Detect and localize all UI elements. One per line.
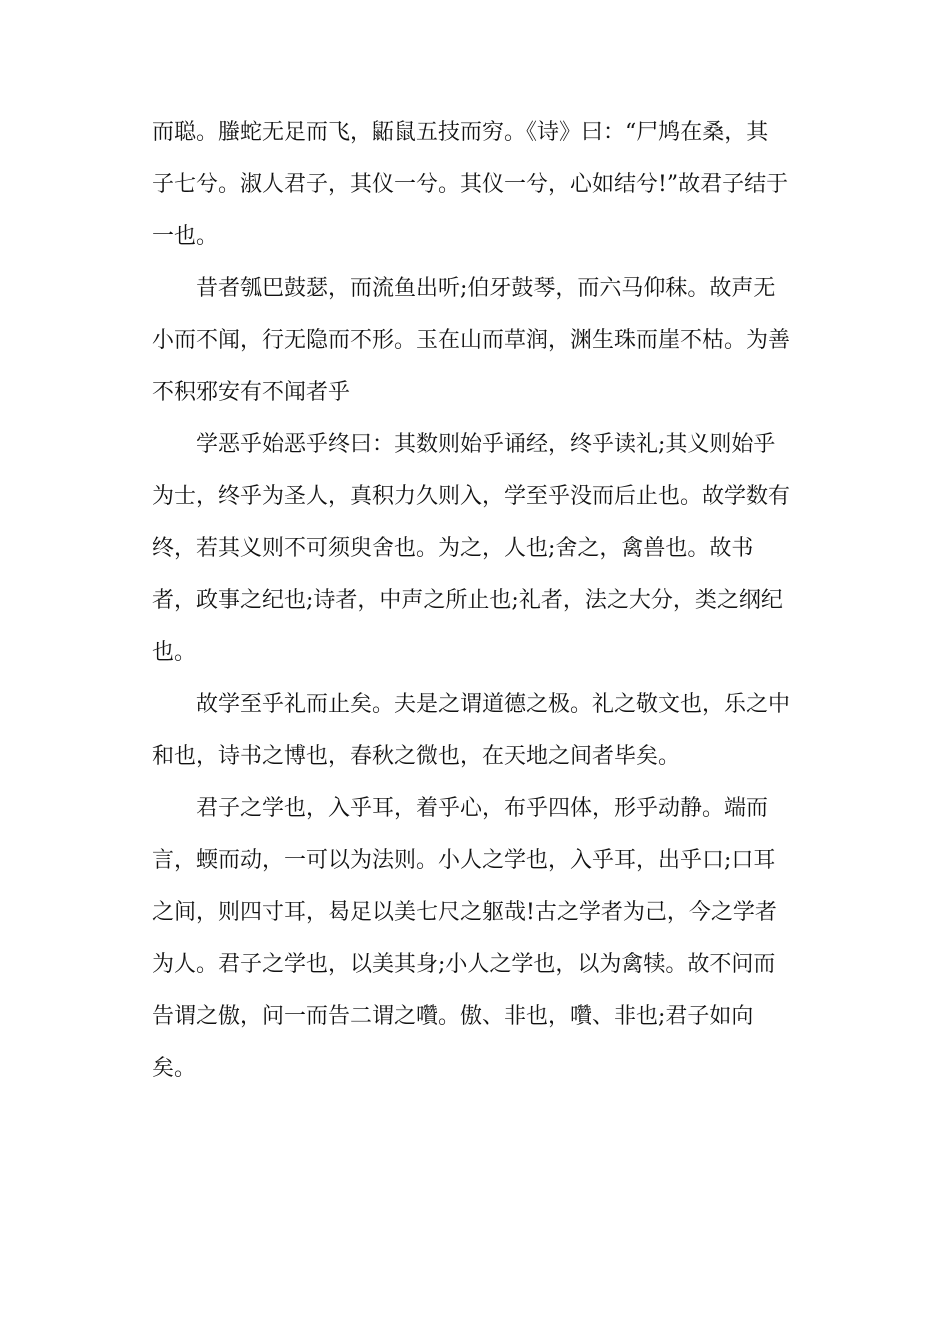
text-line: 告谓之傲，问一而告二谓之囋。傲、非也，囋、非也;君子如向 [152,1004,754,1029]
text-line: 故学至乎礼而止矣。夫是之谓道德之极。礼之敬文也，乐之中 [196,692,791,717]
text-line: 学恶乎始恶乎终曰：其数则始乎诵经，终乎读礼;其义则始乎 [196,432,776,457]
text-line: 为人。君子之学也，以美其身;小人之学也，以为禽犊。故不问而 [152,952,776,977]
text-line: 和也，诗书之博也，春秋之微也，在天地之间者毕矣。 [152,744,681,769]
text-line: 也。 [152,640,197,665]
text-line: 之间，则四寸耳，曷足以美七尺之躯哉!古之学者为己，今之学者 [152,900,777,925]
text-line: 矣。 [152,1056,197,1081]
text-line: 言，蝡而动，一可以为法则。小人之学也，入乎耳，出乎口;口耳 [152,848,776,873]
text-line: 终，若其义则不可须臾舍也。为之，人也;舍之，禽兽也。故书 [152,536,754,561]
text-line: 子七兮。淑人君子，其仪一兮。其仪一兮，心如结兮!”故君子结于 [152,172,789,197]
text-line: 一也。 [152,224,219,249]
text-line: 昔者瓠巴鼓瑟，而流鱼出听;伯牙鼓琴，而六马仰秣。故声无 [196,276,776,301]
text-line: 者，政事之纪也;诗者，中声之所止也;礼者，法之大分，类之纲纪 [152,588,783,613]
text-line: 小而不闻，行无隐而不形。玉在山而草润，渊生珠而崖不枯。为善 [152,328,791,353]
text-line: 而聪。螣蛇无足而飞，鼫鼠五技而穷。《诗》曰：“尸鸠在桑，其 [152,120,769,145]
text-line: 君子之学也，入乎耳，着乎心，布乎四体，形乎动静。端而 [196,796,769,821]
text-line: 为士，终乎为圣人，真积力久则入，学至乎没而后止也。故学数有 [152,484,791,509]
text-line: 不积邪安有不闻者乎 [152,380,351,405]
